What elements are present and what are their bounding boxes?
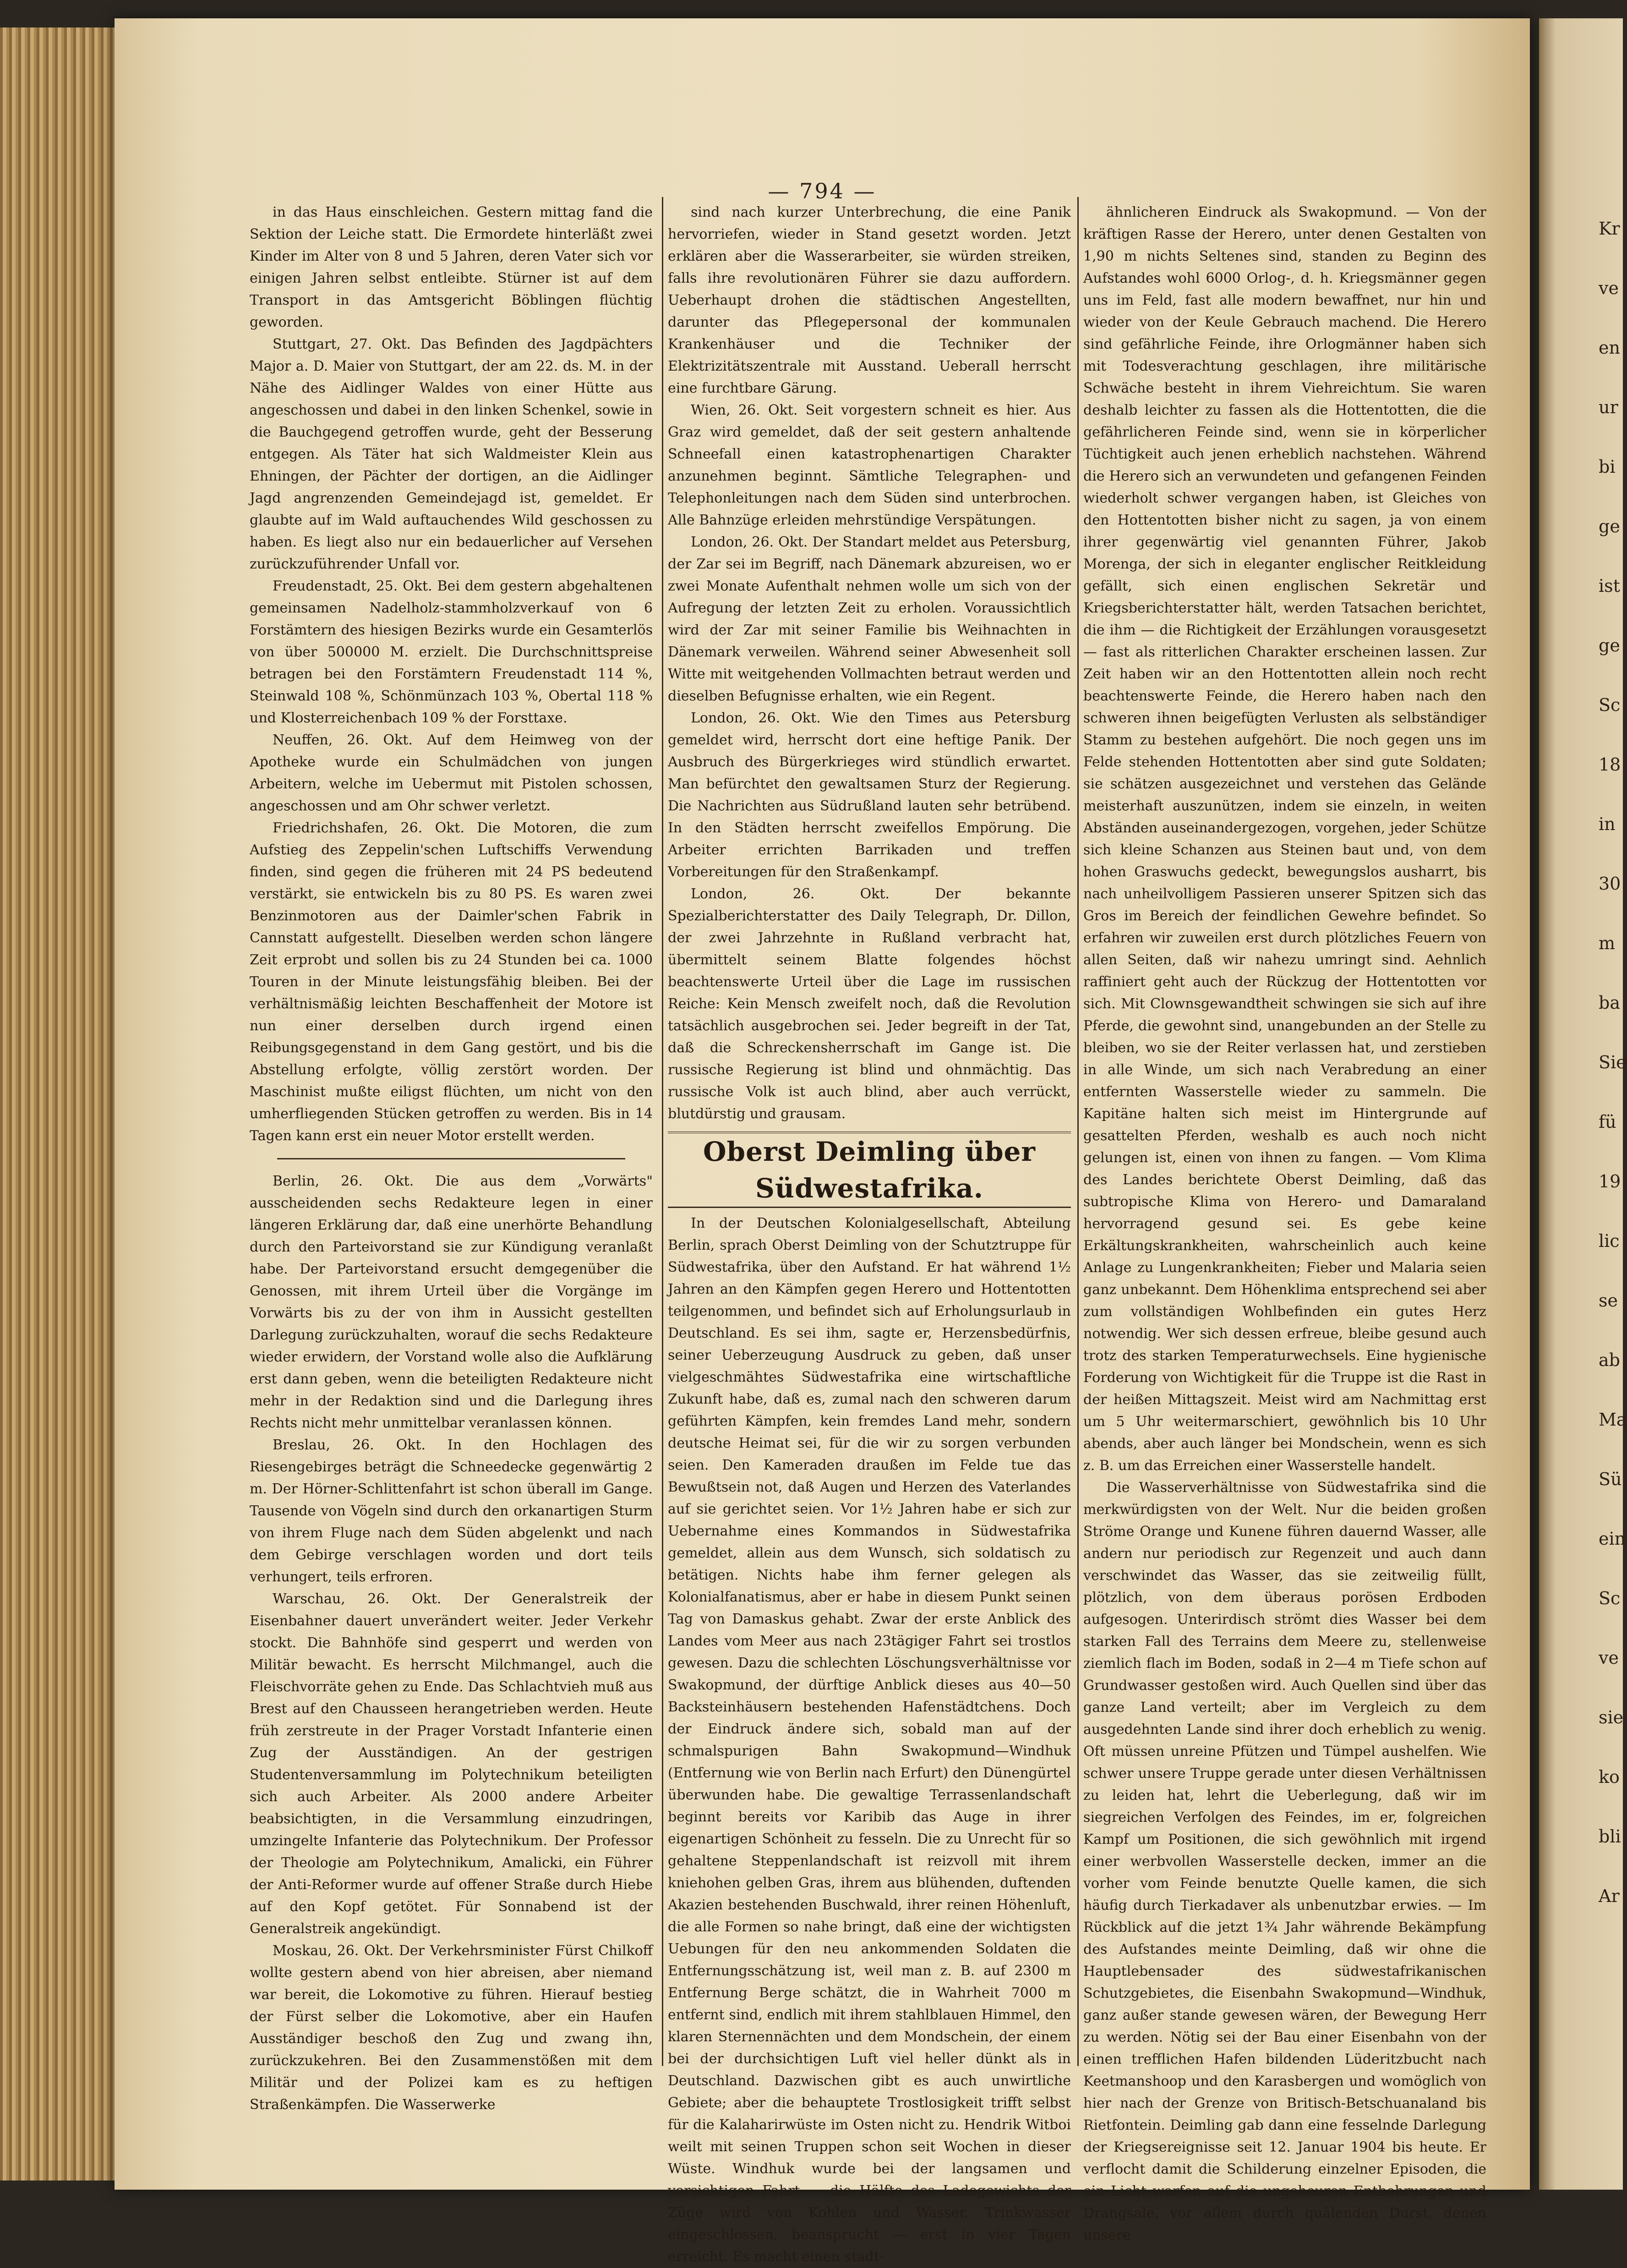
adjacent-page-fragment: 18 (1599, 754, 1621, 775)
adjacent-page-fragment: bi (1599, 457, 1616, 477)
paragraph: Neuffen, 26. Okt. Auf dem Heimweg von der Apotheke wurde ein Schulmädchen von jungen Arbeitern, welche im Uebermut mit Pistolen schossen, angeschossen und am Ohr schwer verletzt. (250, 732, 653, 814)
adjacent-page-fragment: Sie (1599, 1052, 1627, 1072)
paragraph: Die Wasserverhältnisse von Südwestafrika sind die merkwürdigsten von der Welt. Nur die beiden großen Ströme Orange und Kunene führen dauernd Wasser, alle andern nur periodisch zur Regenzeit und auch dann verschwindet das Wasser, das sie zeitweilig füllt, plötzlich, von dem überaus porösen Erdboden aufgesogen. Unterirdisch strömt dies Wasser bei dem starken Fall des Terrains dem Meere zu, stellenweise ziemlich flach im Boden, sodaß in 2—4 m Tiefe schon auf Grundwasser gestoßen wird. Auch Quellen sind über das ganze Land verteilt; aber im Vergleich zu dem ausgedehnten Lande sind ihrer doch erheblich zu wenig. Oft müssen unreine Pfützen und Tümpel aushelfen. Wie schwer unsere Truppe gerade unter diesen Verhältnissen zu leiden hat, lehrt die Ueberlegung, daß wir im siegreichen Verfolgen des Feindes, im er, folgreichen Kampf um Positionen, die sich gewöhnlich mit irgend einer werbvollen Wasserstelle decken, immer an die vorher vom Feinde benutzte Quelle kamen, die sich häufig durch Tierkadaver als unbenutzbar erwies. — Im Rückblick auf die jetzt 1¾ Jahr währende Bekämpfung des Aufstandes meinte Deimling, daß wir ohne die Hauptlebensader des südwestafrikanischen Schutzgebietes, die Eisenbahn Swakopmund—Windhuk, ganz außer stande gewesen wären, der Bewegung Herr zu werden. Nötig sei der Bau einer Eisenbahn von der einen trefflichen Hafen bildenden Lüderitzbucht nach Keetmanshoop und den Karasbergen und womöglich von hier nach der Grenze von Britisch-Betschuanaland bis Rietfontein. Deimling gab dann eine fesselnde Darlegung der Kriegsereignisse seit 12. Januar 1904 bis heute. Er verflocht damit die Schilderung einzelner Episoden, die ein Licht warfen auf die ungeheuren Entbehrungen und Drangsale, vor allem durch quälenden Durst, denen unsere (1083, 1480, 1486, 2243)
adjacent-page-fragment: 30 (1599, 874, 1621, 894)
adjacent-page-fragment: ko (1599, 1767, 1620, 1787)
adjacent-page-fragment: Ma (1599, 1410, 1627, 1430)
column-2 (668, 202, 1071, 2265)
adjacent-page-fragment: lic (1599, 1231, 1620, 1251)
adjacent-page (1539, 18, 1627, 2190)
paragraph: Friedrichshafen, 26. Okt. Die Motoren, die zum Aufstieg des Zeppelin'schen Luftschiffs Verwendung finden, sind gegen die früheren mit 24 PS bedeutend verstärkt, sie entwickeln bis zu 80 PS. Es waren zwei Benzinmotoren aus der Daimler'schen Fabrik in Cannstatt aufgestellt. Dieselben werden schon längere Zeit erprobt und sollen bis zu 24 Stunden bei ca. 1000 Touren in der Minute leistungsfähig bleiben. Bei der verhältnismäßig leichten Beschaffenheit der Motore ist nun einer derselben durch irgend einen Reibungsgegenstand in dem Gang gestört, und bis die Abstellung erfolgte, völlig zerstört worden. Der Maschinist mußte eiligst flüchten, um nicht von den umherfliegenden Stücken getroffen zu werden. Bis in 14 Tagen kann erst ein neuer Motor erstellt werden. (250, 820, 653, 1144)
paragraph: Berlin, 26. Okt. Die aus dem „Vorwärts" ausscheidenden sechs Redakteure legen in einer längeren Erklärung dar, daß eine unerhörte Behandlung durch den Parteivorstand sie zur Kündigung veranlaßt habe. Der Parteivorstand ersucht demgegenüber die Genossen, mit ihrem Urteil über die Vorgänge im Vorwärts bis zu der von ihm in Aussicht gestellten Darlegung zurückzuhalten, worauf die sechs Redakteure wieder erwidern, der Vorstand wolle also die Aufklärung erst dann geben, wenn die beteiligten Redakteure nicht mehr in der Redaktion sind und die Darlegung ihres Rechts nicht mehr unmittelbar veranlassen können. (250, 1173, 653, 1431)
column-divider (1077, 197, 1079, 2066)
column-divider (662, 197, 663, 2066)
adjacent-page-fragment: sie (1599, 1707, 1624, 1727)
adjacent-page-fragment: m (1599, 933, 1616, 953)
paragraph: ähnlicheren Eindruck als Swakopmund. — Von der kräftigen Rasse der Herero, unter denen Gestalten von 1,90 m nichts Seltenes sind, standen zu Beginn des Aufstandes wohl 6000 Orlog-, d. h. Kriegsmänner gegen uns im Feld, fast alle modern bewaffnet, nur hin und wieder von der Keule Gebrauch machend. Die Herero sind gefährliche Feinde, ihre Orlogmänner haben sich mit Todesverachtung geschlagen, ihre militärische Schwäche besteht in ihrem Viehreichtum. Sie waren deshalb leichter zu fassen als die Hottentotten, die die gefährlicheren Feinde sind, wenn sie in körperlicher Tüchtigkeit auch jenen erheblich nachstehen. Während die Herero sich an verwundeten und gefangenen Feinden wiederholt schwer vergangen haben, ist Gleiches von den Hottentotten bisher nicht zu sagen, ja von einem ihrer gegenwärtig viel genannten Führer, Jakob Morenga, der sich in eleganter englischer Reitkleidung gefällt, sich einen englischen Sekretär und Kriegsberichterstatter hält, werden Tatsachen berichtet, die ihm — die Richtigkeit der Erzählungen vorausgesetzt — fast als ritterlichen Charakter erscheinen lassen. Zur Zeit haben wir an den Hottentotten allein noch recht beachtenswerte Feinde, die Herero haben nach den schweren ihnen beigefügten Verlusten als selbständiger Stamm zu bestehen aufgehört. Die noch gegen uns im Felde stehenden Hottentotten aber sind gute Soldaten; sie schätzen ausgezeichnet und verstehen das Gelände meisterhaft auszunützen, indem sie einzeln, in weiten Abständen auseinandergezogen, vorgehen, jeder Schütze sich kleine Schanzen aus Steinen baut und, von dem hohen Graswuchs gedeckt, bewegungslos ausharrt, bis nach unheilvolligem Passieren unserer Spitzen sich das Gros im Bereich der feindlichen Gewehre befindet. So erfahren wir zuweilen erst durch plötzliches Feuern von allen Seiten, daß wir nahezu umringt sind. Aehnlich raffiniert geht auch der Rückzug der Hottentotten vor sich. Mit Clownsgewandtheit schwingen sie sich auf ihre Pferde, die gewohnt sind, unangebunden an der Stelle zu bleiben, wo sie der Reiter verlassen hat, und zerstieben in alle Winde, um sich nach Verabredung an einer entfernten Wasserstelle wieder zu sammeln. Die Kapitäne halten sich meist im Hintergrunde auf gesattelten Pferden, weshalb es auch noch nicht gelungen ist, einen von ihnen zu fangen. — Vom Klima des Landes berichtete Oberst Deimling, daß das subtropische Klima von Herero- und Damaraland hervorragend gesund sei. Es gebe keine Erkältungskrankheiten, wahrscheinlich auch keine Anlage zu Lungenkrankheiten; Fieber und Malaria seien ganz unbekannt. Dem Höhenklima entsprechend sei aber zum vollständigen Wohlbefinden ein gutes Herz notwendig. Wer sich dessen erfreue, bleibe gesund auch trotz des starken Temperaturwechsels. Eine hygienische Forderung von Wichtigkeit für die Truppe ist die Rast in der heißen Mittagszeit. Meist wird am Nachmittag erst um 5 Uhr weitermarschiert, gewöhnlich bis 10 Uhr abends, aber auch länger bei Mondschein, wenn es sich z. B. um das Erreichen einer Wasserstelle handelt. (1083, 204, 1486, 1474)
adjacent-page-fragment: 19 (1599, 1171, 1621, 1191)
page-edges (0, 27, 120, 2181)
paragraph: Wien, 26. Okt. Seit vorgestern schneit es hier. Aus Graz wird gemeldet, daß der seit gestern anhaltende Schneefall einen katastrophenartigen Charakter anzunehmen beginnt. Sämtliche Telegraphen- und Telephonleitungen nach dem Süden sind unterbrochen. Alle Bahnzüge erleiden mehrstündige Verspätungen. (668, 402, 1071, 528)
adjacent-page-fragment: ve (1599, 1648, 1619, 1668)
adjacent-page-fragment: ge (1599, 516, 1620, 536)
adjacent-page-fragment: in (1599, 814, 1616, 834)
paragraph: Warschau, 26. Okt. Der Generalstreik der Eisenbahner dauert unverändert weiter. Jeder Verkehr stockt. Die Bahnhöfe sind gesperrt und werden von Militär bewacht. Es herrscht Milchmangel, auch die Fleischvorräte gehen zu Ende. Das Schlachtvieh muß aus Brest auf den Chausseen herangetrieben werden. Heute früh zerstreute in der Prager Vorstadt Infanterie einen Zug der Ausständigen. An der gestrigen Studentenversammlung im Polytechnikum beteiligten sich auch Arbeiter. Als 2000 andere Arbeiter beabsichtigten, in die Versammlung einzudringen, umzingelte Infanterie das Polytechnikum. Der Professor der Theologie am Polytechnikum, Amalicki, ein Führer der Anti-Reformer wurde auf offener Straße durch Hiebe auf den Kopf getötet. Für Sonnabend ist der Generalstreik angekündigt. (250, 1591, 653, 1937)
adjacent-page-fragment: ge (1599, 635, 1620, 656)
adjacent-page-fragment: bli (1599, 1826, 1621, 1847)
adjacent-page-fragment: Sc (1599, 1588, 1621, 1608)
section-divider (277, 1158, 625, 1159)
paragraph: sind nach kurzer Unterbrechung, die eine Panik hervorriefen, wieder in Stand gesetzt worden. Jetzt erklären aber die Wasserarbeiter, sie würden streiken, falls ihre revolutionären Führer sie dazu auffordern. Ueberhaupt drohen die städtischen Angestellten, darunter das Pflegepersonal der kommunalen Krankenhäuser und die Techniker der Elektrizitätszentrale mit Ausstand. Ueberall herrscht eine furchtbare Gärung. (668, 204, 1071, 396)
paragraph: London, 26. Okt. Der bekannte Spezialberichterstatter des Daily Telegraph, Dr. Dillon, der zwei Jahrzehnte in Rußland verbracht hat, übermittelt seinem Blatte folgendes höchst beachtenswerte Urteil über die Lage im russischen Reiche: Kein Mensch zweifelt noch, daß die Revolution tatsächlich ausgebrochen sei. Jeder begreift in der Tat, daß die Schreckensherrschaft im Gange ist. Die russische Regierung ist blind und ohnmächtig. Das russische Volk ist auch blind, aber auch verrückt, blutdürstig und grausam. (668, 886, 1071, 1122)
paragraph: London, 26. Okt. Wie den Times aus Petersburg gemeldet wird, herrscht dort eine heftige Panik. Der Ausbruch des Bürgerkrieges wird stündlich erwartet. Man befürchtet den gewaltsamen Sturz der Regierung. Die Nachrichten aus Südrußland lauten sehr betrübend. In den Städten herrscht zweifellos Empörung. Die Arbeiter errichten Barrikaden und treffen Vorbereitungen für den Straßenkampf. (668, 710, 1071, 880)
page-number: — 794 — (768, 179, 877, 203)
adjacent-page-fragment: se (1599, 1290, 1618, 1311)
adjacent-page-fragment: Sü (1599, 1469, 1622, 1489)
paragraph: in das Haus einschleichen. Gestern mittag fand die Sektion der Leiche statt. Die Ermordete hinterläßt zwei Kinder im Alter von 8 und 5 Jahren, deren Vater sich vor einigen Jahren selbst entleibte. Stürner ist auf dem Transport in das Amtsgericht Böblingen flüchtig geworden. (250, 204, 653, 330)
adjacent-page-fragment: fü (1599, 1112, 1616, 1132)
adjacent-page-fragment: ab (1599, 1350, 1620, 1370)
column-3 (1083, 202, 1486, 2243)
adjacent-page-fragment: Ar (1599, 1886, 1620, 1906)
adjacent-page-fragment: ba (1599, 993, 1620, 1013)
news-briefs (668, 202, 1071, 1125)
paragraph: Freudenstadt, 25. Okt. Bei dem gestern abgehaltenen gemeinsamen Nadelholz-stammholzverkauf von 6 Forstämtern des hiesigen Bezirks wurde ein Gesamterlös von über 500000 M. erzielt. Die Durchschnittspreise betragen bei den Forstämtern Freudenstadt 114 %, Steinwald 108 %, Schönmünzach 103 %, Obertal 118 % und Klosterreichenbach 109 % der Forsttaxe. (250, 578, 653, 726)
paragraph: Moskau, 26. Okt. Der Verkehrsminister Fürst Chilkoff wollte gestern abend von hier abreisen, aber niemand war bereit, die Lokomotive zu führen. Hierauf bestieg der Fürst selber die Lokomotive, aber ein Haufen Ausständiger beschoß den Zug und zwang ihn, zurückzukehren. Bei den Zusammenstößen mit dem Militär und der Polizei kam es zu heftigen Straßenkämpfen. Die Wasserwerke (250, 1943, 653, 2113)
adjacent-page-fragment: ist (1599, 576, 1620, 596)
adjacent-page-fragment: ur (1599, 397, 1618, 417)
paragraph: Breslau, 26. Okt. In den Hochlagen des Riesengebirges beträgt die Schneedecke gegenwärtig 2 m. Der Hörner-Schlittenfahrt ist schon überall im Gange. Tausende von Vögeln sind durch den orkanartigen Sturm von ihrem Fluge nach dem Süden abgelenkt und nach dem Gebirge verschlagen worden und dort teils verhungert, teils erfroren. (250, 1437, 653, 1585)
adjacent-page-fragment: ein (1599, 1529, 1626, 1549)
column-1 (250, 202, 653, 2113)
article-body (668, 1213, 1071, 2268)
paragraph: Stuttgart, 27. Okt. Das Befinden des Jagdpächters Major a. D. Maier von Stuttgart, der am 22. ds. M. in der Nähe des Aidlinger Waldes von einer Hütte aus angeschossen und dabei in den linken Schenkel, sowie in die Bauchgegend getroffen wurde, geht der Besserung entgegen. Als Täter hat sich Waldmeister Klein aus Ehningen, der Pächter der dortigen, an die Aidlinger Jagd angrenzenden Gemeindejagd ist, gemeldet. Er glaubte auf im Wald auftauchendes Wild geschossen zu haben. Es liegt also nur ein bedauerlicher auf Versehen zurückzuführender Unfall vor. (250, 336, 653, 572)
paragraph: In der Deutschen Kolonialgesellschaft, Abteilung Berlin, sprach Oberst Deimling von der Schutztruppe für Südwestafrika, über den Aufstand. Er hat während 1½ Jahren an den Kämpfen gegen Herero und Hottentotten teilgenommen, und befindet sich auf Erholungsurlaub in Deutschland. Es sei ihm, sagte er, Herzensbedürfnis, seiner Ueberzeugung Ausdruck zu geben, daß unser vielgeschmähtes Südwestafrika eine wirtschaftliche Zukunft habe, daß es, zumal nach den schweren darum geführten Kämpfen, kein fremdes Land mehr, sondern deutsche Heimat sei, für die wir zu sorgen verbunden seien. Den Kameraden draußen im Felde tue das Bewußtsein not, daß Augen und Herzen des Vaterlandes auf sie gerichtet seien. Vor 1½ Jahren habe er sich zur Uebernahme eines Kommandos in Südwestafrika gemeldet, allein aus dem Wunsch, sich soldatisch zu betätigen. Nichts habe ihm ferner gelegen als Kolonialfanatismus, aber er habe in diesem Punkt seinen Tag von Damaskus gehabt. Zwar der erste Anblick des Landes vom Meer aus nach 23tägiger Fahrt sei trostlos gewesen. Dazu die schlechten Löschungsverhältnisse vor Swakopmund, der dürftige Anblick dieses aus 40—50 Backsteinhäusern bestehenden Hafenstädtchens. Doch der Eindruck ändere sich, sobald man auf der schmalspurigen Bahn Swakopmund—Windhuk (Entfernung wie von Berlin nach Erfurt) den Dünengürtel überwunden habe. Die gewaltige Terrassenlandschaft beginnt bereits vor Karibib das Auge in ihrer eigenartigen Schönheit zu fesseln. Die zu Unrecht für so gehaltene Steppenlandschaft ist reizvoll mit ihrem kniehohen gelben Gras, ihrem aus blühenden, duftenden Akazien bestehenden Buschwald, ihrer reinen Höhenluft, die alle Formen so nahe bringt, daß eine der wichtigsten Uebungen für den neu ankommenden Soldaten die Entfernungsschätzung ist, weil man z. B. auf 2300 m Entfernung Berge schätzt, die in Wahrheit 7000 m entfernt sind, endlich mit ihrem stahlblauen Himmel, den klaren Sternennächten und dem Mondschein, der einem bei der durchsichtigen Luft viel heller dünkt als in Deutschland. Dazwischen gibt es auch unwirtliche Gebiete; aber die behauptete Trostlosigkeit trifft selbst für die Kalaharirwüste im Osten nicht zu. Hendrik Witboi weilt mit seinen Truppen schon seit Wochen in dieser Wüste. Windhuk wurde bei der langsamen und vorsichtigen Fahrt — die Hälfte des Ladegewichts der Züge wird von Kohlen und Wasser, Trinkwasser eingeschlossen, beansprucht — erst in vier Tagen erreicht. Es macht einen stadt- (668, 1215, 1071, 2265)
adjacent-page-fragment: ve (1599, 278, 1619, 298)
article-headline: Oberst Deimling über Südwestafrika. (668, 1131, 1071, 1208)
paragraph: London, 26. Okt. Der Standart meldet aus Petersburg, der Zar sei im Begriff, nach Dänemark abzureisen, wo er zwei Monate Aufenthalt nehmen wolle um sich von der Aufregung der letzten Zeit zu erholen. Voraussichtlich wird der Zar mit seiner Familie bis Weihnachten in Dänemark verweilen. Während seiner Abwesenheit soll Witte mit weitgehenden Vollmachten betraut werden und dieselben Befugnisse erhalten, wie ein Regent. (668, 534, 1071, 704)
adjacent-page-fragment: en (1599, 338, 1620, 358)
adjacent-page-fragment: Sc (1599, 695, 1621, 715)
adjacent-page-fragment: Kr (1599, 219, 1620, 239)
